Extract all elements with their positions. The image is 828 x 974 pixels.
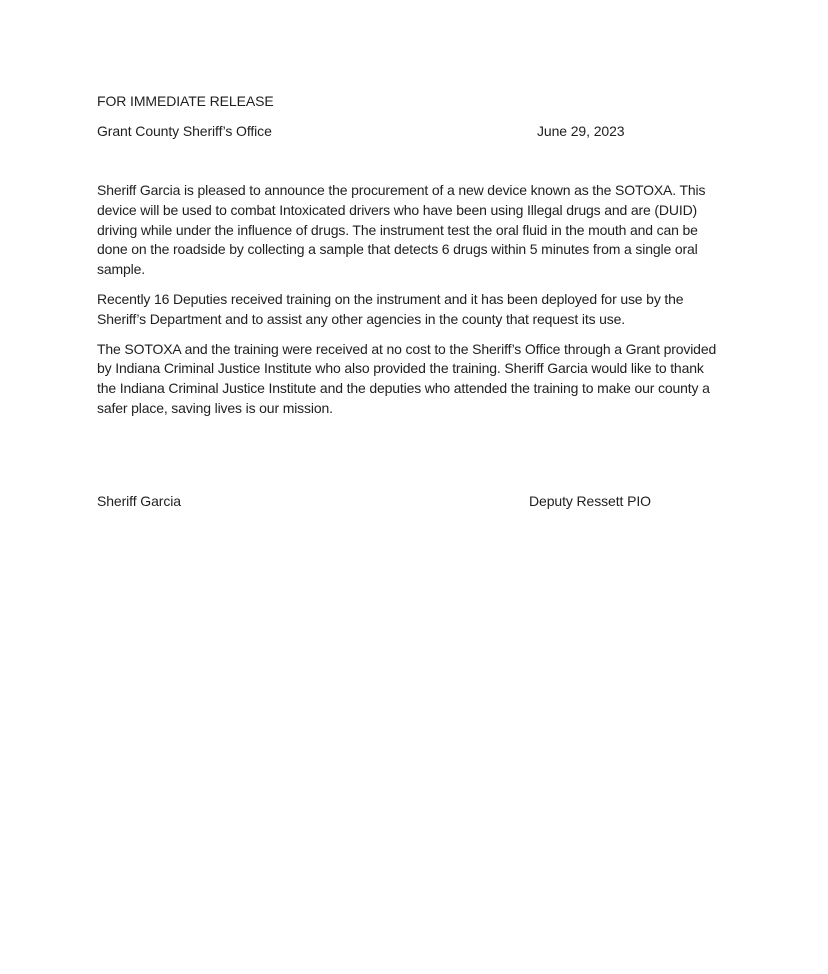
body-text bbox=[97, 181, 725, 429]
body-paragraph: The SOTOXA and the training were received at no cost to the Sheriff’s Office through a Grant provided by Indiana Criminal Justice Institute who also provided the training. Sheriff Garcia would like to thank the Indiana Criminal Justice Institute and the deputies who attended the training to make our county a safer place, saving lives is our mission. bbox=[97, 340, 717, 416]
body-paragraph: Recently 16 Deputies received training on the instrument and it has been deployed for use by the Sheriff’s Department and to assist any other agencies in the county that request its use. bbox=[97, 290, 684, 327]
signature-sheriff: Sheriff Garcia bbox=[97, 493, 181, 509]
organization-name: Grant County Sheriff’s Office bbox=[97, 123, 272, 139]
release-line: FOR IMMEDIATE RELEASE bbox=[97, 93, 274, 109]
signature-pio: Deputy Ressett PIO bbox=[529, 493, 651, 509]
release-date: June 29, 2023 bbox=[537, 123, 625, 139]
body-paragraph: Sheriff Garcia is pleased to announce the procurement of a new device known as the SOTOXA. This device will be used to combat Intoxicated drivers who have been using Illegal drugs and are (DUID) driving while under the influence of drugs. The instrument test the oral fluid in the mouth and can be done on the roadside by collecting a sample that detects 6 drugs within 5 minutes from a single oral sample. bbox=[97, 182, 706, 278]
